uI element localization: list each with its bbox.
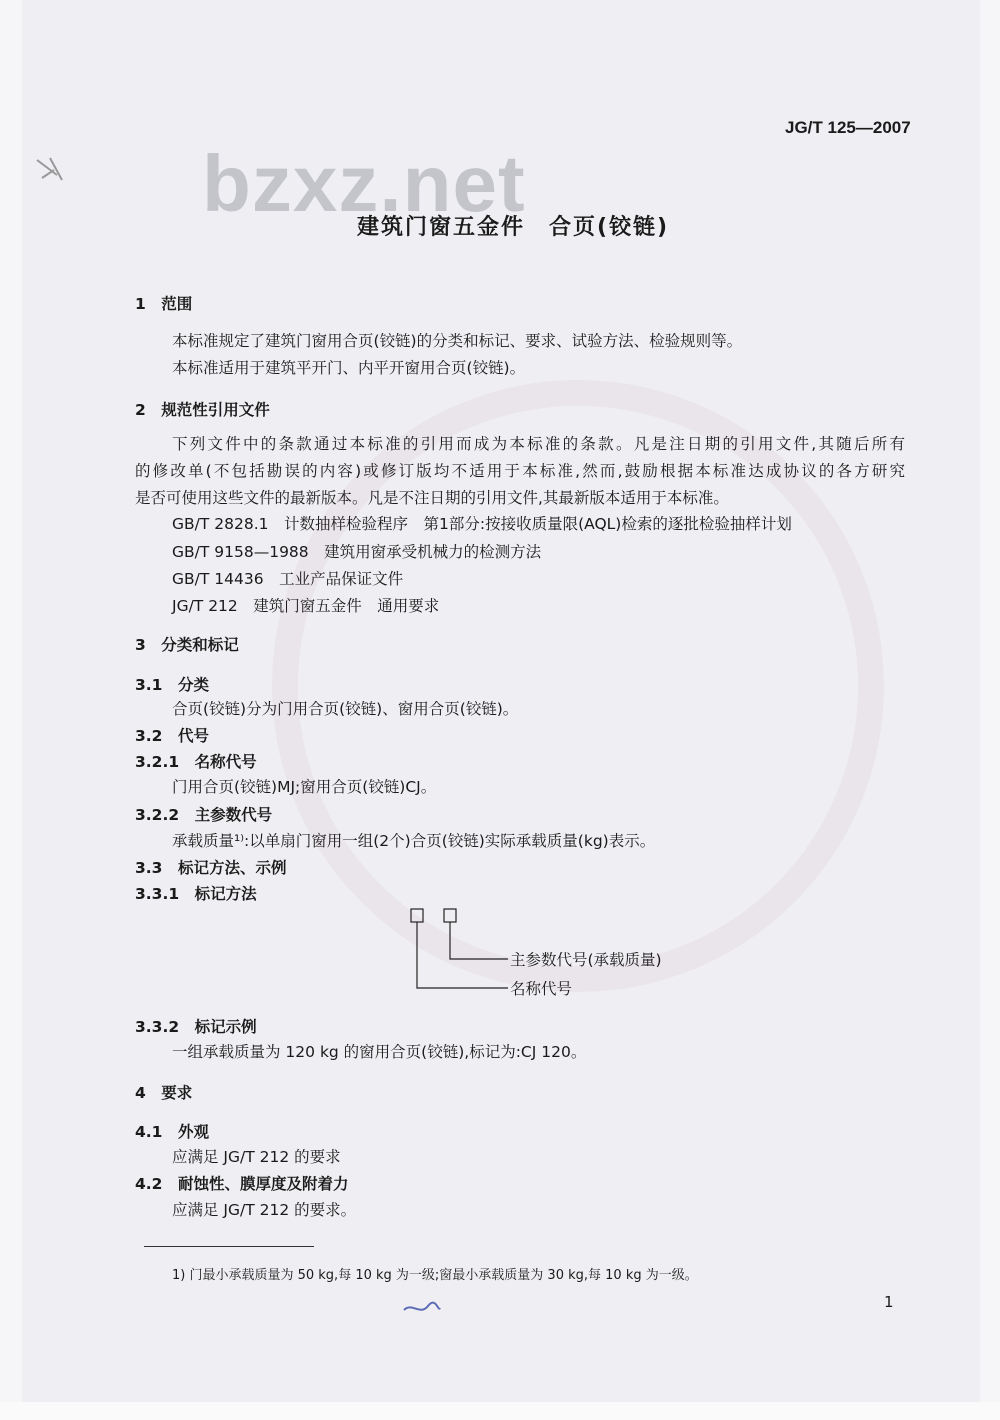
section-1-paragraph: 本标准规定了建筑门窗用合页(铰链)的分类和标记、要求、试验方法、检验规则等。 [172, 332, 743, 350]
section-3-2-1-text: 门用合页(铰链)MJ;窗用合页(铰链)CJ。 [172, 778, 437, 796]
standard-number: JG/T 125—2007 [785, 118, 911, 137]
section-3-1-heading: 3.1 分类 [135, 676, 209, 694]
footnote: 1) 门最小承载质量为 50 kg,每 10 kg 为一级;窗最小承载质量为 30 kg,每 10 kg 为一级。 [172, 1268, 698, 1283]
main-param-box [444, 909, 456, 922]
section-1-paragraph: 本标准适用于建筑平开门、内平开窗用合页(铰链)。 [172, 359, 526, 377]
marking-diagram [402, 905, 512, 997]
name-code-leader [417, 922, 508, 988]
section-2-heading: 2 规范性引用文件 [135, 401, 270, 419]
page-number: 1 [884, 1293, 894, 1311]
section-1-heading: 1 范围 [135, 295, 193, 313]
section-4-2-heading: 4.2 耐蚀性、膜厚度及附着力 [135, 1175, 349, 1193]
section-4-2-text: 应满足 JG/T 212 的要求。 [172, 1201, 357, 1219]
section-3-2-2-text: 承载质量¹⁾:以单扇门窗用一组(2个)合页(铰链)实际承载质量(kg)表示。 [172, 832, 656, 850]
section-3-3-heading: 3.3 标记方法、示例 [135, 859, 287, 877]
reference-item: GB/T 9158—1988 建筑用窗承受机械力的检测方法 [172, 543, 542, 561]
name-code-box [411, 909, 423, 922]
corner-mark-icon [32, 150, 77, 190]
section-4-heading: 4 要求 [135, 1084, 193, 1102]
section-4-1-heading: 4.1 外观 [135, 1123, 209, 1141]
section-2-paragraph: 的修改单(不包括勘误的内容)或修订版均不适用于本标准,然而,鼓励根据本标准达成协议的各方研究 [135, 462, 905, 480]
section-2-paragraph: 是否可使用这些文件的最新版本。凡是不注日期的引用文件,其最新版本适用于本标准。 [135, 489, 729, 507]
diagram-label-name-code: 名称代号 [510, 980, 573, 998]
main-param-leader [450, 922, 508, 959]
reference-item: GB/T 14436 工业产品保证文件 [172, 570, 404, 588]
section-3-3-1-heading: 3.3.1 标记方法 [135, 885, 257, 903]
scan-border [0, 1402, 1000, 1420]
section-3-1-text: 合页(铰链)分为门用合页(铰链)、窗用合页(铰链)。 [172, 700, 519, 718]
ink-scribble-icon [402, 1300, 442, 1318]
section-3-3-2-text: 一组承载质量为 120 kg 的窗用合页(铰链),标记为:CJ 120。 [172, 1043, 587, 1061]
section-4-1-text: 应满足 JG/T 212 的要求 [172, 1148, 341, 1166]
section-3-heading: 3 分类和标记 [135, 636, 239, 654]
reference-item: GB/T 2828.1 计数抽样检验程序 第1部分:按接收质量限(AQL)检索的逐批检验抽样计划 [172, 515, 792, 533]
section-3-2-2-heading: 3.2.2 主参数代号 [135, 806, 273, 824]
section-3-3-2-heading: 3.3.2 标记示例 [135, 1018, 257, 1036]
footnote-rule [144, 1246, 314, 1247]
section-2-paragraph: 下列文件中的条款通过本标准的引用而成为本标准的条款。凡是注日期的引用文件,其随后所有 [172, 435, 905, 453]
watermark: bzxz.net [202, 139, 526, 228]
document-title: 建筑门窗五金件 合页(铰链) [357, 215, 670, 240]
reference-item: JG/T 212 建筑门窗五金件 通用要求 [172, 597, 440, 615]
section-3-2-1-heading: 3.2.1 名称代号 [135, 753, 257, 771]
document-page [22, 0, 980, 1402]
section-3-2-heading: 3.2 代号 [135, 727, 209, 745]
diagram-label-main-param: 主参数代号(承载质量) [510, 951, 662, 969]
